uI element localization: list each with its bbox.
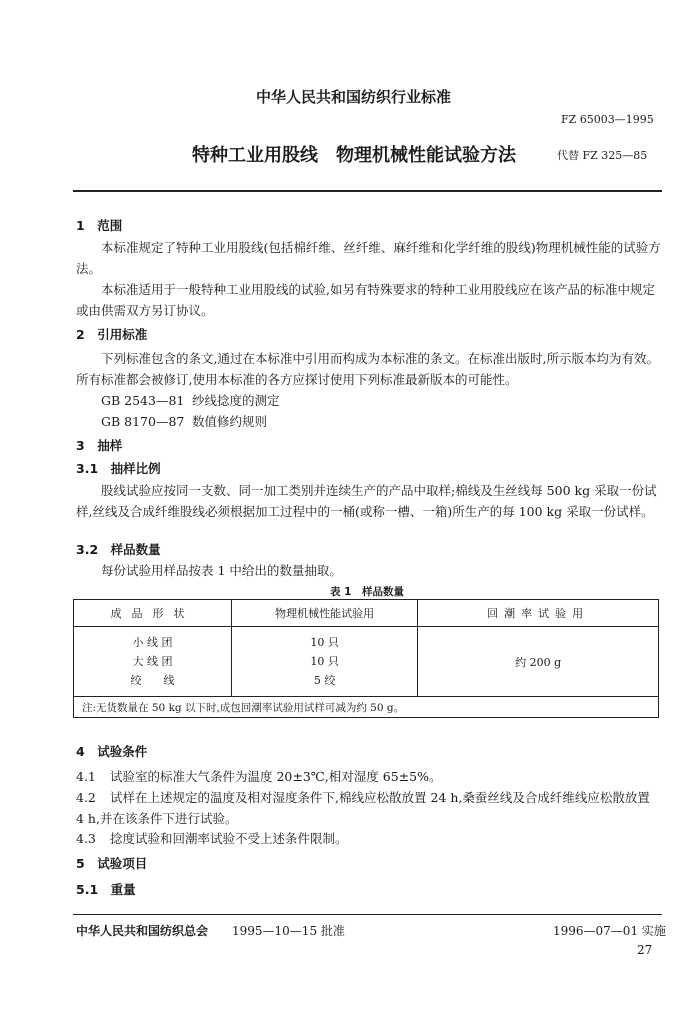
- section-5-heading: 5 试验项目: [76, 856, 148, 871]
- table-body-row: [74, 627, 659, 697]
- section-3-2-heading: 3.2 样品数量: [76, 542, 161, 557]
- page-number: 27: [637, 943, 653, 957]
- moisture-qty-cell: 约 200 g: [418, 627, 659, 697]
- section-2-heading: 2 引用标准: [76, 327, 148, 342]
- shape-column: [74, 627, 232, 697]
- section-2-para-1: 下列标准包含的条文,通过在本标准中引用而构成为本标准的条文。在标准出版时,所示版本均为有效。所有标准都会被修订,使用本标准的各方应探讨使用下列标准最新版本的可能性。: [76, 351, 659, 387]
- qty-item: 5 绞: [313, 674, 336, 687]
- shape-item: 绞 线: [130, 674, 175, 687]
- item-4-2-text: 试样在上述规定的温度及相对湿度条件下,棉线应松散放置 24 h,桑蚕丝线及合成纤维线应松散放置 4 h,并在该条件下进行试验。: [76, 790, 650, 826]
- standard-number: FZ 65003—1995: [561, 113, 654, 126]
- footer-rule: [73, 914, 662, 915]
- section-4-heading: 4 试验条件: [76, 744, 148, 759]
- qty-item: 10 只: [310, 655, 339, 668]
- section-3-heading: 3 抽样: [76, 438, 123, 453]
- footer-effective-date: 1996—07—01 实施: [553, 924, 666, 938]
- section-1-heading: 1 范围: [76, 218, 123, 233]
- section-3-1-heading: 3.1 抽样比例: [76, 461, 161, 476]
- shape-item: 小 线 团: [132, 636, 173, 649]
- qty-item: 10 只: [310, 636, 339, 649]
- table-1-caption: 表 1 样品数量: [330, 586, 404, 598]
- section-1-para-1: 本标准规定了特种工业用股线(包括棉纤维、丝纤维、麻纤维和化学纤维的股线)物理机械性能的试验方法。: [76, 240, 661, 276]
- table-note-row: [74, 697, 659, 718]
- item-4-1-num: 4.1: [76, 769, 96, 784]
- ref-title-1: 纱线捻度的测定: [192, 393, 280, 408]
- footer-approve-date: 1995—10—15 批准: [232, 924, 345, 938]
- header-shape: 成品形状: [74, 600, 232, 627]
- section-5-1-heading: 5.1 重量: [76, 882, 136, 897]
- table-note: 注:无货数量在 50 kg 以下时,成包回潮率试验用试样可减为约 50 g。: [74, 697, 659, 718]
- item-4-2-num: 4.2: [76, 790, 96, 805]
- org-title: 中华人民共和国纺织行业标准: [256, 88, 452, 106]
- header-moisture: 回潮率试验用: [418, 600, 659, 627]
- document-title: 特种工业用股线 物理机械性能试验方法: [192, 145, 516, 166]
- table-header-row: [74, 600, 659, 627]
- section-3-1-para: 股线试验应按同一支数、同一加工类别并连续生产的产品中取样;棉线及生丝线每 500 kg 采取一份试样,丝线及合成纤维股线必须根据加工过程中的一桶(或称一槽、一箱)所生产的每 100 kg 采取一份试样。: [76, 483, 657, 519]
- header-rule: [73, 190, 662, 192]
- section-3-2-para: 每份试验用样品按表 1 中给出的数量抽取。: [101, 563, 342, 578]
- mechanical-qty-column: [232, 627, 418, 697]
- item-4-3-num: 4.3: [76, 831, 96, 846]
- ref-code-2: GB 8170—87: [101, 414, 185, 429]
- sample-quantity-table: [73, 599, 659, 718]
- ref-code-1: GB 2543—81: [101, 393, 185, 408]
- footer-issuer: 中华人民共和国纺织总会: [76, 924, 209, 938]
- replaces-note: 代替 FZ 325—85: [557, 149, 648, 162]
- item-4-1-text: 试验室的标准大气条件为温度 20±3℃,相对湿度 65±5%。: [110, 769, 442, 784]
- header-mechanical: 物理机械性能试验用: [232, 600, 418, 627]
- ref-title-2: 数值修约规则: [192, 414, 268, 429]
- item-4-3-text: 捻度试验和回潮率试验不受上述条件限制。: [110, 831, 348, 846]
- section-1-para-2: 本标准适用于一般特种工业用股线的试验,如另有特殊要求的特种工业用股线应在该产品的标准中规定或由供需双方另订协议。: [76, 282, 655, 318]
- shape-item: 大 线 团: [132, 655, 173, 668]
